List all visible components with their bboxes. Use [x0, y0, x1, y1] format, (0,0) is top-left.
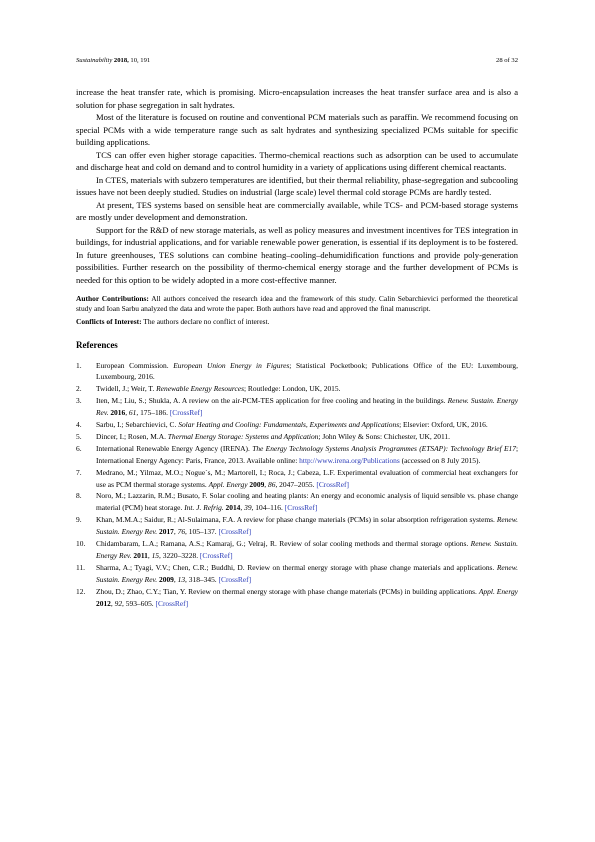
paragraph: Most of the literature is focused on routine and conventional PCM materials such as paraffin. We recommend focusing on special PCMs with a wide temperature range such as salt hydrates and synthesizing specialized PCMs suitable for specific building applications. [76, 112, 518, 147]
citation-year: 2018, [113, 57, 129, 64]
reference-number: 5. [76, 431, 82, 441]
paragraph: TCS can offer even higher storage capacities. Thermo-chemical reactions such as adsorption can be used to accumulate and discharge heat and cold on demand and to control humidity in a variety of applications using different chemical reactants. [76, 149, 518, 172]
reference-text: 76 [177, 527, 186, 537]
reference-text: 2009 [159, 574, 174, 584]
reference-text: Dincer, I.; Rosen, M.A. [96, 431, 168, 441]
reference-text: Twidell, J.; Weir, T. [96, 384, 157, 394]
reference-item [76, 467, 518, 491]
reference-text: Solar Heating and Cooling: Fundamentals, Experiments and Applications [178, 420, 400, 430]
conflicts-label: Conflicts of Interest: [76, 317, 142, 326]
citation-rest: 10, 191 [128, 57, 151, 64]
reference-text: , [173, 574, 178, 584]
reference-item [76, 419, 518, 431]
reference-text: , 318–345. [185, 574, 219, 584]
reference-text: , [110, 598, 115, 608]
reference-number: 10. [76, 539, 86, 549]
reference-text: Renew. Sustain. Energy Rev. [96, 562, 518, 584]
reference-text: , [264, 479, 269, 489]
author-contributions-text: All authors conceived the research idea and the framework of this study. Calin Sebarchievici performed the theoretical study and Ioan Sarbu analyzed the data and wrote the paper. Both authors have read and approved the final manuscript. [76, 294, 518, 313]
reference-text: Sharma, A.; Tyagi, V.V.; Chen, C.R.; Buddhi, D. Review on thermal energy storage with phase change materials and applications. [96, 562, 497, 572]
reference-item [76, 443, 518, 467]
conflicts-text: The authors declare no conflict of interest. [143, 317, 270, 326]
crossref-link[interactable]: [CrossRef] [284, 503, 318, 513]
reference-text: 2009 [249, 479, 265, 489]
reference-text: 13 [177, 574, 186, 584]
main-content [76, 86, 518, 610]
paragraph: increase the heat transfer rate, which is promising. Micro-encapsulation increases the heat transfer surface area and is also a solution for phase segregation in salt hydrates. [76, 87, 518, 110]
reference-text: Renewable Energy Resources [156, 384, 244, 394]
references-heading: References [76, 339, 118, 350]
reference-text: , 105–137. [185, 527, 219, 537]
reference-text: 2016 [110, 408, 126, 418]
reference-text: 2014 [225, 503, 241, 513]
reference-text: , [125, 408, 129, 418]
reference-text: International Renewable Energy Agency (IRENA). [96, 443, 253, 453]
reference-text: ; Statistical Pocketbook; Publications Office of the EU: Luxembourg, Luxembourg, 2016. [96, 360, 519, 382]
reference-number: 2. [76, 384, 82, 394]
page-number: 28 of 32 [496, 57, 518, 64]
reference-text: Khan, M.M.A.; Saidur, R.; Al-Sulaimana, F.A. A review for phase change materials (PCMs) in solar absorption refrigeration systems. [96, 515, 497, 525]
reference-text: 15 [151, 551, 159, 560]
reference-text: Chidambaram, L.A.; Ramana, A.S.; Kamaraj, G.; Velraj, R. Review of solar cooling methods and thermal storage options. [96, 539, 471, 549]
reference-text: Thermal Energy Storage: Systems and Application [167, 431, 319, 441]
reference-item [76, 586, 518, 610]
reference-text: European Commission. [96, 360, 174, 370]
author-contributions [76, 294, 518, 313]
reference-text: , 3220–3228. [159, 551, 200, 560]
reference-text: European Union Energy in Figures [173, 360, 290, 370]
reference-item [76, 431, 518, 443]
reference-text: ; Elsevier: Oxford, UK, 2016. [399, 420, 488, 430]
reference-item [76, 383, 518, 395]
reference-text: , [240, 503, 245, 513]
reference-text: , 175–186. [136, 408, 170, 418]
reference-text: 2012 [96, 598, 111, 608]
crossref-link[interactable]: [CrossRef] [316, 479, 349, 489]
reference-number: 12. [76, 586, 86, 596]
reference-number: 1. [76, 360, 82, 370]
crossref-link[interactable]: [CrossRef] [218, 527, 252, 537]
reference-text: 86 [268, 479, 276, 489]
reference-number: 3. [76, 396, 82, 406]
reference-number: 9. [76, 515, 82, 525]
reference-text: Renew. Sustain. Energy Rev. [96, 515, 518, 537]
reference-text: (accessed on 8 July 2015). [399, 455, 481, 465]
crossref-link[interactable]: [CrossRef] [199, 551, 233, 560]
reference-text: Sarbu, I.; Sebarchievici, C. [96, 420, 179, 430]
reference-item [76, 538, 518, 562]
reference-text: Medrano, M.; Yilmaz, M.O.; Nogue´s, M.; Martorell, I.; Roca, J.; Cabeza, L.F. Experimental evaluation of commercial heat exchangers for use as PCM thermal storage systems. [96, 467, 518, 489]
reference-item [76, 360, 518, 384]
reference-number: 7. [76, 467, 82, 477]
reference-text: , [147, 551, 152, 560]
url-link[interactable]: http://www.irena.org/Publications [299, 455, 400, 465]
reference-text: , 593–605. [122, 598, 156, 608]
reference-text: ; Routledge: London, UK, 2015. [243, 384, 341, 394]
reference-item [76, 490, 518, 514]
reference-text: , 104–116. [251, 503, 285, 513]
reference-text: 2011 [133, 551, 148, 560]
reference-number: 11. [76, 562, 86, 572]
reference-text: 92 [114, 598, 123, 608]
paragraph: Support for the R&D of new storage materials, as well as policy measures and investment incentives for TES integration in buildings, for industrial applications, and for variable renewable power generation, is essential if its deployment is to be fostered. In future greenhouses, TES solutions can combine heating–cooling–dehumidification functions and provide poly-generation possibilities. Further research on the possibility of thermo-chemical energy storage and the further development of PCMs is needed for this option to be widely adopted in a more cost-effective manner. [76, 224, 518, 285]
reference-text: Zhou, D.; Zhao, C.Y.; Tian, Y. Review on thermal energy storage with phase change materials (PCMs) in building applications. [96, 586, 479, 596]
reference-number: 8. [76, 491, 82, 501]
author-contributions-label: Author Contributions: [76, 294, 149, 303]
reference-text: , 2047–2055. [275, 479, 317, 489]
reference-text: 2017 [159, 527, 174, 537]
reference-text: 61 [128, 408, 137, 418]
reference-number: 4. [76, 420, 82, 430]
crossref-link[interactable]: [CrossRef] [169, 408, 203, 418]
reference-text: Appl. Energy [208, 479, 248, 489]
reference-text: Iten, M.; Liu, S.; Shukla, A. A review on the air-PCM-TES application for free cooling and heating in the buildings. [96, 396, 448, 406]
reference-text: Renew. Sustain. Energy Rev. [96, 539, 518, 560]
paragraph: At present, TES systems based on sensible heat are commercially available, while TCS- and PCM-based storage systems are mostly under development and demonstration. [76, 199, 518, 222]
reference-number: 6. [76, 443, 82, 453]
reference-text: Noro, M.; Lazzarin, R.M.; Busato, F. Solar cooling and heating plants: An energy and economic analysis of liquid sensible vs. phase change material (PCM) heat storage. [96, 491, 518, 513]
reference-text: ; International Energy Agency: Paris, France, 2013. Available online: [96, 443, 519, 465]
reference-text: 39 [244, 503, 252, 513]
crossref-link[interactable]: [CrossRef] [155, 598, 189, 608]
reference-list [76, 360, 518, 610]
reference-text: Int. J. Refrig. [184, 503, 224, 513]
reference-item [76, 514, 518, 538]
reference-text: Appl. Energy [478, 586, 518, 596]
reference-text: The Energy Technology Systems Analysis Programmes (ETSAP): Technology Brief E17 [252, 443, 516, 453]
reference-item [76, 395, 518, 419]
reference-item [76, 562, 518, 586]
reference-text: ; John Wiley & Sons: Chichester, UK, 2011. [318, 431, 451, 441]
reference-text: Renew. Sustain. Energy Rev. [96, 396, 518, 418]
running-header [76, 56, 518, 65]
journal-name: Sustainability [76, 57, 113, 64]
crossref-link[interactable]: [CrossRef] [218, 574, 252, 584]
conflicts-of-interest [76, 317, 518, 327]
paragraph: In CTES, materials with subzero temperatures are identified, but their thermal reliability, phase-segregation and subcooling issues have not been deeply studied. Studies on industrial (large scale) level thermal cold storage PCMs are hardly tested. [76, 174, 518, 197]
reference-text: , [173, 527, 178, 537]
